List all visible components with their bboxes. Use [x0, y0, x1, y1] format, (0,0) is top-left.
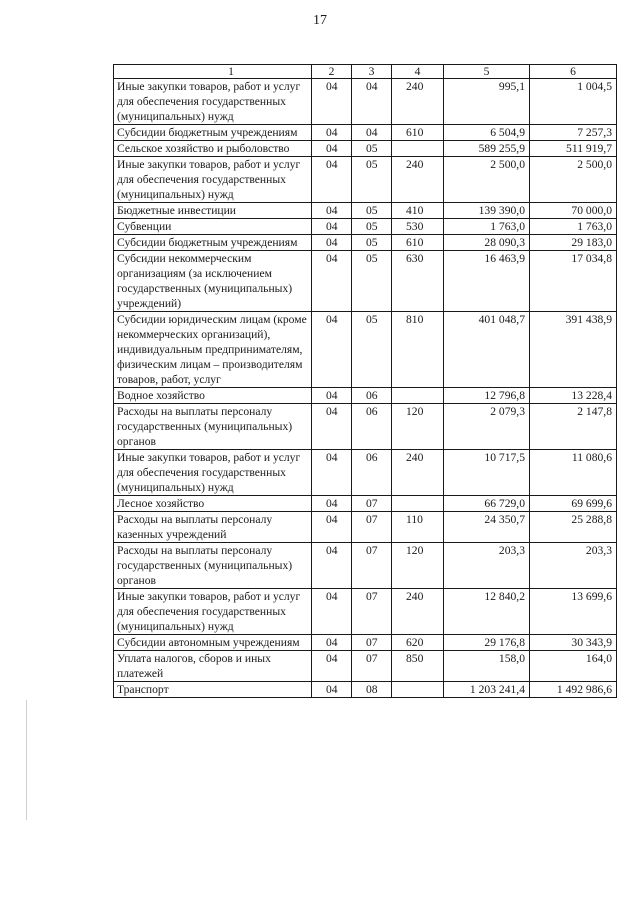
- row-name-cell: Субсидии автономным учреждениям: [114, 635, 312, 651]
- section-code-cell: 04: [312, 543, 352, 589]
- expense-type-cell: 240: [392, 79, 444, 125]
- header-cell: 4: [392, 65, 444, 79]
- table-header-row: [114, 65, 617, 79]
- section-code-cell: 04: [312, 404, 352, 450]
- table-row: [114, 157, 617, 203]
- row-name-cell: Бюджетные инвестиции: [114, 203, 312, 219]
- amount-col5-cell: 2 079,3: [444, 404, 530, 450]
- amount-col6-cell: 69 699,6: [530, 496, 617, 512]
- amount-col6-cell: 2 147,8: [530, 404, 617, 450]
- subsection-code-cell: 05: [352, 203, 392, 219]
- table-row: [114, 388, 617, 404]
- amount-col5-cell: 66 729,0: [444, 496, 530, 512]
- section-code-cell: 04: [312, 589, 352, 635]
- section-code-cell: 04: [312, 79, 352, 125]
- expense-type-cell: 110: [392, 512, 444, 543]
- subsection-code-cell: 05: [352, 312, 392, 388]
- table-row: [114, 543, 617, 589]
- section-code-cell: 04: [312, 125, 352, 141]
- amount-col6-cell: 203,3: [530, 543, 617, 589]
- subsection-code-cell: 07: [352, 512, 392, 543]
- header-cell: 5: [444, 65, 530, 79]
- subsection-code-cell: 05: [352, 251, 392, 312]
- amount-col5-cell: 139 390,0: [444, 203, 530, 219]
- expense-type-cell: 120: [392, 543, 444, 589]
- amount-col6-cell: 1 492 986,6: [530, 682, 617, 698]
- amount-col5-cell: 589 255,9: [444, 141, 530, 157]
- subsection-code-cell: 05: [352, 157, 392, 203]
- amount-col6-cell: 13 699,6: [530, 589, 617, 635]
- header-cell: 2: [312, 65, 352, 79]
- table-row: [114, 589, 617, 635]
- table-row: [114, 219, 617, 235]
- amount-col5-cell: 995,1: [444, 79, 530, 125]
- header-cell: 3: [352, 65, 392, 79]
- section-code-cell: 04: [312, 512, 352, 543]
- amount-col6-cell: 11 080,6: [530, 450, 617, 496]
- section-code-cell: 04: [312, 651, 352, 682]
- section-code-cell: 04: [312, 219, 352, 235]
- subsection-code-cell: 07: [352, 651, 392, 682]
- amount-col5-cell: 10 717,5: [444, 450, 530, 496]
- subsection-code-cell: 05: [352, 141, 392, 157]
- expense-type-cell: 240: [392, 157, 444, 203]
- row-name-cell: Иные закупки товаров, работ и услуг для обеспечения государственных (муниципальных) нужд: [114, 79, 312, 125]
- row-name-cell: Уплата налогов, сборов и иных платежей: [114, 651, 312, 682]
- amount-col6-cell: 511 919,7: [530, 141, 617, 157]
- expense-type-cell: 530: [392, 219, 444, 235]
- expense-type-cell: [392, 682, 444, 698]
- table-row: [114, 512, 617, 543]
- subsection-code-cell: 04: [352, 79, 392, 125]
- subsection-code-cell: 06: [352, 450, 392, 496]
- expense-type-cell: 850: [392, 651, 444, 682]
- amount-col5-cell: 29 176,8: [444, 635, 530, 651]
- row-name-cell: Субсидии некоммерческим организациям (за исключением государственных (муниципальных) учреждений): [114, 251, 312, 312]
- expense-type-cell: 630: [392, 251, 444, 312]
- expense-type-cell: 240: [392, 450, 444, 496]
- amount-col5-cell: 203,3: [444, 543, 530, 589]
- amount-col6-cell: 29 183,0: [530, 235, 617, 251]
- subsection-code-cell: 08: [352, 682, 392, 698]
- amount-col6-cell: 30 343,9: [530, 635, 617, 651]
- amount-col5-cell: 158,0: [444, 651, 530, 682]
- amount-col5-cell: 1 763,0: [444, 219, 530, 235]
- subsection-code-cell: 06: [352, 388, 392, 404]
- amount-col6-cell: 13 228,4: [530, 388, 617, 404]
- expense-type-cell: 610: [392, 235, 444, 251]
- section-code-cell: 04: [312, 141, 352, 157]
- expense-type-cell: 240: [392, 589, 444, 635]
- expense-type-cell: 610: [392, 125, 444, 141]
- row-name-cell: Субсидии бюджетным учреждениям: [114, 235, 312, 251]
- row-name-cell: Водное хозяйство: [114, 388, 312, 404]
- section-code-cell: 04: [312, 203, 352, 219]
- subsection-code-cell: 06: [352, 404, 392, 450]
- row-name-cell: Иные закупки товаров, работ и услуг для обеспечения государственных (муниципальных) нужд: [114, 589, 312, 635]
- table-row: [114, 651, 617, 682]
- expense-type-cell: 120: [392, 404, 444, 450]
- amount-col5-cell: 2 500,0: [444, 157, 530, 203]
- row-name-cell: Расходы на выплаты персоналу государственных (муниципальных) органов: [114, 543, 312, 589]
- amount-col5-cell: 1 203 241,4: [444, 682, 530, 698]
- amount-col6-cell: 391 438,9: [530, 312, 617, 388]
- section-code-cell: 04: [312, 157, 352, 203]
- subsection-code-cell: 04: [352, 125, 392, 141]
- table-row: [114, 450, 617, 496]
- amount-col6-cell: 2 500,0: [530, 157, 617, 203]
- row-name-cell: Расходы на выплаты персоналу казенных учреждений: [114, 512, 312, 543]
- subsection-code-cell: 05: [352, 235, 392, 251]
- amount-col6-cell: 1 004,5: [530, 79, 617, 125]
- amount-col6-cell: 25 288,8: [530, 512, 617, 543]
- table-row: [114, 682, 617, 698]
- expense-type-cell: [392, 141, 444, 157]
- row-name-cell: Лесное хозяйство: [114, 496, 312, 512]
- table-row: [114, 635, 617, 651]
- amount-col6-cell: 70 000,0: [530, 203, 617, 219]
- budget-table: [113, 64, 617, 698]
- subsection-code-cell: 05: [352, 219, 392, 235]
- table-row: [114, 251, 617, 312]
- expense-type-cell: 620: [392, 635, 444, 651]
- section-code-cell: 04: [312, 235, 352, 251]
- section-code-cell: 04: [312, 388, 352, 404]
- amount-col6-cell: 164,0: [530, 651, 617, 682]
- row-name-cell: Субвенции: [114, 219, 312, 235]
- table-row: [114, 79, 617, 125]
- amount-col5-cell: 28 090,3: [444, 235, 530, 251]
- amount-col6-cell: 1 763,0: [530, 219, 617, 235]
- subsection-code-cell: 07: [352, 589, 392, 635]
- expense-type-cell: 410: [392, 203, 444, 219]
- section-code-cell: 04: [312, 450, 352, 496]
- scan-artifact: [26, 700, 27, 820]
- table-row: [114, 203, 617, 219]
- row-name-cell: Иные закупки товаров, работ и услуг для обеспечения государственных (муниципальных) нужд: [114, 157, 312, 203]
- row-name-cell: Сельское хозяйство и рыболовство: [114, 141, 312, 157]
- row-name-cell: Расходы на выплаты персоналу государственных (муниципальных) органов: [114, 404, 312, 450]
- header-cell: 1: [114, 65, 312, 79]
- row-name-cell: Транспорт: [114, 682, 312, 698]
- section-code-cell: 04: [312, 251, 352, 312]
- amount-col6-cell: 17 034,8: [530, 251, 617, 312]
- amount-col5-cell: 12 840,2: [444, 589, 530, 635]
- page-number: 17: [313, 13, 327, 28]
- table-row: [114, 312, 617, 388]
- expense-type-cell: [392, 388, 444, 404]
- table-row: [114, 496, 617, 512]
- section-code-cell: 04: [312, 496, 352, 512]
- table-row: [114, 141, 617, 157]
- row-name-cell: Субсидии бюджетным учреждениям: [114, 125, 312, 141]
- section-code-cell: 04: [312, 635, 352, 651]
- expense-type-cell: [392, 496, 444, 512]
- amount-col6-cell: 7 257,3: [530, 125, 617, 141]
- amount-col5-cell: 16 463,9: [444, 251, 530, 312]
- subsection-code-cell: 07: [352, 635, 392, 651]
- subsection-code-cell: 07: [352, 496, 392, 512]
- section-code-cell: 04: [312, 312, 352, 388]
- amount-col5-cell: 12 796,8: [444, 388, 530, 404]
- table-row: [114, 125, 617, 141]
- table-row: [114, 404, 617, 450]
- row-name-cell: Иные закупки товаров, работ и услуг для обеспечения государственных (муниципальных) нужд: [114, 450, 312, 496]
- subsection-code-cell: 07: [352, 543, 392, 589]
- amount-col5-cell: 6 504,9: [444, 125, 530, 141]
- section-code-cell: 04: [312, 682, 352, 698]
- row-name-cell: Субсидии юридическим лицам (кроме некоммерческих организаций), индивидуальным предпринимателям, физическим лицам – производителям товаров, работ, услуг: [114, 312, 312, 388]
- header-cell: 6: [530, 65, 617, 79]
- table-row: [114, 235, 617, 251]
- expense-type-cell: 810: [392, 312, 444, 388]
- amount-col5-cell: 24 350,7: [444, 512, 530, 543]
- amount-col5-cell: 401 048,7: [444, 312, 530, 388]
- budget-table-body: [114, 65, 617, 698]
